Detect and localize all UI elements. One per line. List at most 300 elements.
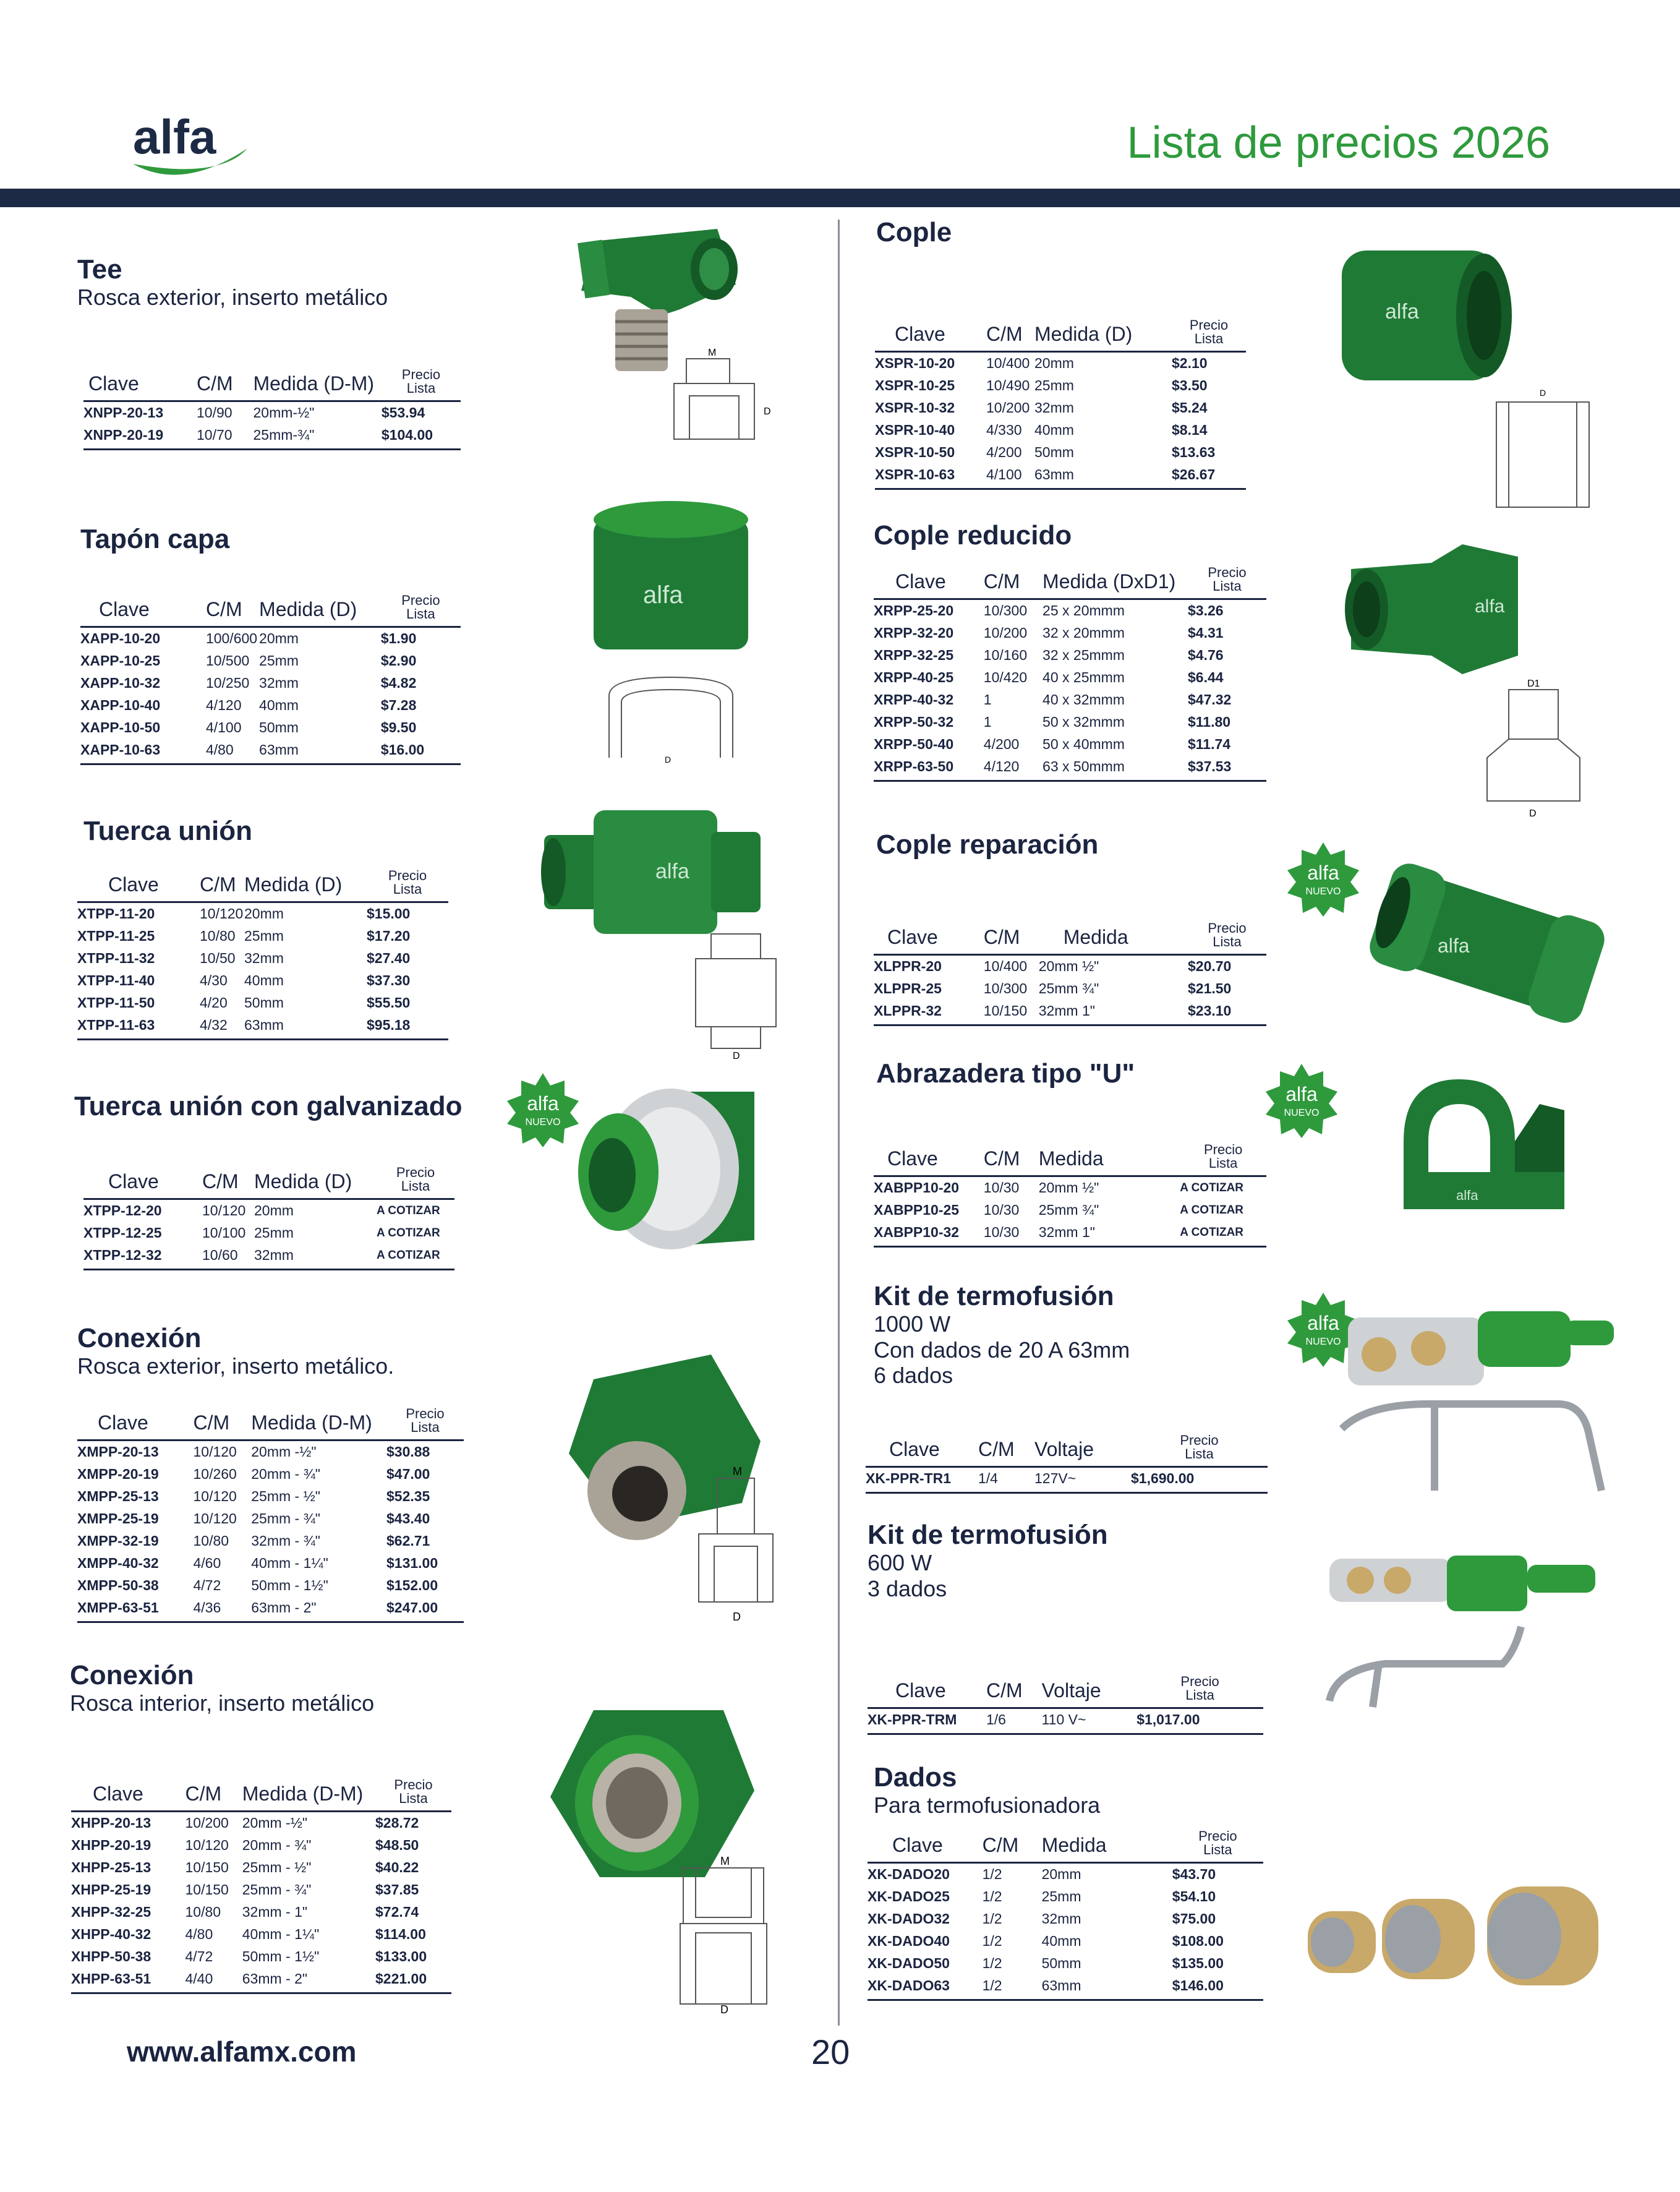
section-title: Tee	[77, 254, 122, 285]
table-row	[866, 1467, 1268, 1493]
section-title: Tapón capa	[80, 524, 230, 554]
cell-medida: 32mm	[1041, 1911, 1081, 1927]
th-medida: Medida	[1039, 1143, 1180, 1176]
cell-clave: XHPP-25-13	[71, 1859, 151, 1875]
cell-clave: XMPP-50-38	[77, 1577, 159, 1593]
section-title: Kit de termofusión	[868, 1520, 1108, 1550]
table-row	[83, 1222, 454, 1244]
price-table-kit-600w	[868, 1675, 1263, 1735]
cell-medida: 32mm	[254, 1244, 377, 1270]
svg-text:NUEVO: NUEVO	[525, 1117, 561, 1128]
cell-medida: 20mm	[1041, 1866, 1081, 1882]
cell-cm: 4/330	[986, 422, 1022, 438]
cell-medida: 32mm	[1034, 400, 1074, 416]
cell-precio: $11.80	[1187, 714, 1231, 730]
cell-clave: XRPP-50-32	[874, 714, 954, 730]
header-bar	[0, 189, 1680, 207]
th-medida: Medida (D)	[244, 869, 367, 902]
th-clave: Clave	[83, 368, 197, 401]
table-row	[874, 955, 1266, 978]
cell-medida: 40 x 25mmm	[1043, 669, 1125, 685]
svg-text:NUEVO: NUEVO	[1305, 1337, 1341, 1347]
section-conexion-exterior	[77, 1324, 394, 1379]
cell-cm: 10/490	[986, 377, 1030, 393]
table-row	[868, 1863, 1263, 1886]
table-row	[77, 1575, 464, 1597]
cell-clave: XSPR-10-40	[875, 422, 955, 438]
table-row	[874, 689, 1266, 711]
table-row	[874, 622, 1266, 644]
th-clave: Clave	[83, 1166, 202, 1199]
table-body	[71, 1812, 451, 1993]
cell-cm: 4/100	[205, 719, 242, 735]
th-cm: C/M	[984, 922, 1039, 955]
cell-medida: 63mm - 2"	[242, 1968, 375, 1993]
cell-precio: $40.22	[375, 1859, 419, 1875]
cell-medida: 50mm	[1041, 1955, 1081, 1971]
th-cm: C/M	[984, 566, 1043, 599]
cell-precio: $8.14	[1172, 422, 1208, 438]
cell-cm: 4/80	[206, 739, 259, 764]
table-row	[77, 1486, 464, 1508]
cell-precio: $1,690.00	[1131, 1467, 1268, 1493]
cell-precio: $75.00	[1172, 1911, 1216, 1927]
cell-precio: $135.00	[1172, 1955, 1224, 1971]
table-row	[875, 419, 1246, 442]
svg-text:alfa: alfa	[1307, 1312, 1339, 1334]
table-row	[77, 1552, 464, 1575]
cell-medida: 40mm	[244, 972, 284, 988]
svg-text:alfa: alfa	[1307, 862, 1339, 884]
table-body	[83, 1199, 454, 1270]
cell-precio: A COTIZAR	[377, 1226, 440, 1239]
section-kit-1000w	[874, 1282, 1130, 1389]
table-row	[80, 627, 461, 651]
svg-text:D: D	[1540, 388, 1546, 398]
cell-cm: 10/150	[185, 1859, 229, 1875]
th-cm: C/M	[986, 1675, 1042, 1708]
section-title: Tuerca unión con galvanizado	[74, 1091, 463, 1121]
table-row	[71, 1968, 451, 1993]
svg-text:alfa: alfa	[1475, 596, 1505, 617]
tee-diagram	[668, 346, 779, 470]
table-body	[874, 599, 1266, 781]
section-cople-reparacion	[876, 830, 1098, 860]
cell-precio: $95.18	[367, 1014, 448, 1040]
cell-precio: $20.70	[1187, 958, 1232, 974]
th-cm: C/M	[978, 1434, 1034, 1467]
cell-medida: 20mm-½"	[253, 405, 315, 421]
th-clave: Clave	[868, 1830, 983, 1863]
cell-cm: 4/40	[185, 1968, 242, 1993]
cell-clave: XABPP10-32	[874, 1222, 984, 1247]
cell-clave: XMPP-20-13	[77, 1444, 159, 1460]
cell-medida: 50mm - 1½"	[251, 1577, 328, 1593]
cell-clave: XAPP-10-50	[80, 719, 161, 735]
cell-cm: 1/2	[982, 1955, 1002, 1971]
tuerca-union-diagram	[689, 928, 782, 1061]
price-table-conexion-interior	[71, 1778, 451, 1994]
section-title: Cople reparación	[876, 829, 1099, 860]
cell-precio: $27.40	[367, 950, 411, 966]
table-row	[874, 756, 1266, 781]
table-row	[874, 711, 1266, 734]
cell-medida: 32mm	[244, 950, 284, 966]
section-title: Kit de termofusión	[874, 1281, 1114, 1311]
cell-precio: $4.31	[1187, 625, 1224, 641]
table-row	[77, 902, 448, 926]
th-clave: Clave	[77, 1407, 194, 1441]
cell-medida: 20mm -½"	[251, 1444, 317, 1460]
th-medida: Medida (DxD1)	[1043, 566, 1188, 599]
logo-text: alfa	[133, 109, 216, 164]
section-title: Abrazadera tipo "U"	[876, 1058, 1135, 1089]
cell-precio: $9.50	[380, 719, 417, 735]
cell-clave: XK-DADO40	[868, 1933, 950, 1949]
table-row	[874, 1199, 1266, 1222]
th-clave: Clave	[874, 922, 984, 955]
section-kit-600w	[868, 1520, 1108, 1601]
document-title: Lista de precios 2026	[1127, 118, 1550, 168]
cell-clave: XHPP-25-19	[71, 1882, 151, 1898]
cell-clave: XLPPR-32	[874, 1000, 984, 1025]
cell-clave: XRPP-40-25	[874, 669, 954, 685]
cell-cm: 4/120	[984, 756, 1043, 781]
section-title: Cople	[876, 217, 952, 247]
th-precio: Precio Lista	[386, 1407, 464, 1441]
cople-reducido-product-image	[1339, 538, 1524, 680]
table-row	[874, 644, 1266, 667]
cell-clave: XSPR-10-25	[875, 377, 955, 393]
table-row	[80, 717, 461, 739]
table-row	[71, 1835, 451, 1857]
price-table-cople-reducido	[874, 566, 1266, 782]
cell-medida: 25 x 20mmm	[1043, 602, 1125, 619]
cell-precio: $13.63	[1172, 444, 1216, 460]
table-row	[874, 1000, 1266, 1025]
cell-medida: 25mm	[244, 928, 284, 944]
cell-clave: XABPP10-25	[874, 1202, 960, 1218]
table-row	[77, 970, 448, 992]
th-clave: Clave	[868, 1675, 986, 1708]
svg-text:alfa: alfa	[1456, 1188, 1478, 1203]
table-row	[71, 1879, 451, 1901]
th-precio: Precio Lista	[1136, 1675, 1263, 1708]
svg-text:alfa: alfa	[655, 860, 689, 883]
cell-precio: $4.76	[1187, 647, 1224, 663]
cell-cm: 10/150	[185, 1882, 229, 1898]
cell-cm: 10/30	[984, 1222, 1039, 1247]
table-row	[868, 1975, 1263, 2000]
cell-cm: 10/260	[193, 1466, 237, 1482]
cell-cm: 10/250	[205, 675, 250, 691]
cell-medida: 20mm	[244, 905, 284, 922]
cell-cm: 10/160	[983, 647, 1028, 663]
cell-clave: XK-DADO20	[868, 1866, 950, 1882]
svg-text:D: D	[665, 755, 672, 764]
cople-reducido-diagram	[1475, 677, 1592, 820]
cell-cm: 10/120	[193, 1444, 237, 1460]
table-row	[874, 599, 1266, 623]
table-row	[77, 1530, 464, 1552]
cell-medida: 127V~	[1034, 1467, 1131, 1493]
section-tapon-capa	[80, 524, 229, 554]
nuevo-badge	[1264, 1064, 1339, 1138]
cell-precio: A COTIZAR	[1180, 1181, 1244, 1194]
cell-precio: A COTIZAR	[377, 1204, 440, 1217]
section-line: 6 dados	[874, 1363, 953, 1389]
table-row	[77, 1508, 464, 1530]
cell-medida: 50 x 40mmm	[1043, 736, 1125, 752]
table-body	[80, 627, 461, 764]
th-precio: Precio Lista	[1172, 319, 1246, 352]
cell-clave: XAPP-10-20	[80, 630, 161, 646]
th-medida: Medida (D)	[259, 594, 381, 627]
cell-precio: $4.82	[380, 675, 417, 691]
cell-clave: XTPP-12-20	[83, 1202, 162, 1218]
cell-cm: 1/2	[983, 1975, 1042, 2000]
tuerca-union-product-image	[538, 798, 767, 940]
th-clave: Clave	[77, 869, 200, 902]
cell-clave: XRPP-32-20	[874, 625, 954, 641]
th-medida: Medida	[1042, 1830, 1172, 1863]
cell-precio: $3.50	[1172, 377, 1208, 393]
cell-cm: 1	[983, 714, 992, 730]
cell-medida: 20mm - ¾"	[242, 1837, 312, 1853]
section-subtitle: Rosca exterior, inserto metálico	[77, 285, 388, 310]
cell-medida: 50 x 32mmm	[1043, 714, 1125, 730]
cell-cm: 10/120	[202, 1202, 246, 1218]
cell-precio: $37.30	[367, 972, 411, 988]
cell-cm: 4/120	[205, 697, 242, 713]
cell-cm: 10/300	[983, 980, 1028, 996]
section-subtitle: Rosca interior, inserto metálico	[70, 1690, 375, 1716]
table-row	[874, 667, 1266, 689]
cell-medida: 40 x 32mmm	[1043, 691, 1125, 708]
cell-clave: XSPR-10-50	[875, 444, 955, 460]
table-row	[868, 1908, 1263, 1930]
cell-clave: XRPP-50-40	[874, 736, 954, 752]
cell-precio: $53.94	[381, 405, 425, 421]
cell-precio: $152.00	[386, 1577, 438, 1593]
cell-precio: $133.00	[375, 1948, 427, 1964]
table-row	[868, 1930, 1263, 1953]
cell-precio: $3.26	[1187, 602, 1224, 619]
section-cople	[876, 218, 952, 247]
table-body	[866, 1467, 1268, 1493]
cell-precio: $62.71	[386, 1533, 430, 1549]
th-medida: Medida (D-M)	[251, 1407, 386, 1441]
cell-precio: $21.50	[1187, 980, 1232, 996]
cell-precio: $15.00	[367, 905, 411, 922]
cell-cm: 4/20	[200, 995, 228, 1011]
cell-clave: XK-DADO25	[868, 1888, 950, 1904]
cell-clave: XMPP-32-19	[77, 1533, 159, 1549]
th-cm: C/M	[983, 1830, 1042, 1863]
tuerca-galvanizado-product-image	[569, 1079, 761, 1262]
table-row	[868, 1886, 1263, 1908]
abrazadera-product-image	[1391, 1067, 1571, 1222]
cell-precio: $72.74	[375, 1904, 419, 1920]
cell-clave: XK-DADO50	[868, 1955, 950, 1971]
cell-medida: 32mm	[259, 675, 299, 691]
cell-clave: XMPP-20-19	[77, 1466, 159, 1482]
cell-precio: $16.00	[381, 739, 461, 764]
section-cople-reducido	[874, 521, 1072, 550]
section-conexion-interior	[70, 1661, 374, 1716]
cell-medida: 40mm	[1034, 422, 1074, 438]
cell-medida: 32 x 25mmm	[1043, 647, 1125, 663]
cell-clave: XHPP-50-38	[71, 1948, 151, 1964]
cell-medida: 63 x 50mmm	[1043, 756, 1188, 781]
cell-cm: 1	[983, 691, 992, 708]
cell-medida: 50mm	[244, 995, 284, 1011]
cell-medida: 50mm	[1034, 444, 1074, 460]
cell-cm: 10/120	[193, 1510, 237, 1526]
th-clave: Clave	[866, 1434, 978, 1467]
cell-clave: XRPP-32-25	[874, 647, 954, 663]
cell-medida: 63mm	[1034, 464, 1172, 489]
cell-precio: $23.10	[1188, 1000, 1266, 1025]
th-precio: Precio Lista	[375, 1778, 451, 1812]
cell-precio: A COTIZAR	[1180, 1203, 1244, 1217]
cell-clave: XK-DADO32	[868, 1911, 950, 1927]
cell-precio: $7.28	[380, 697, 417, 713]
cell-precio: $247.00	[386, 1597, 464, 1622]
th-cm: C/M	[185, 1778, 242, 1812]
table-body	[874, 955, 1266, 1025]
svg-text:alfa: alfa	[1286, 1083, 1318, 1105]
cell-medida: 20mm	[254, 1202, 294, 1218]
table-body	[77, 902, 448, 1040]
cell-cm: 10/80	[185, 1904, 221, 1920]
th-voltaje: Voltaje	[1042, 1675, 1137, 1708]
table-row	[80, 650, 461, 672]
price-table-cople	[875, 319, 1246, 490]
th-precio: Precio Lista	[382, 368, 461, 401]
table-row	[875, 442, 1246, 464]
cell-cm: 10/60	[202, 1244, 254, 1270]
cell-medida: 40mm - 1¼"	[242, 1926, 320, 1942]
tapon-diagram	[603, 671, 739, 764]
cell-clave: XLPPR-20	[874, 958, 942, 974]
th-medida: Medida (D)	[1034, 319, 1172, 352]
cell-cm: 10/50	[200, 950, 236, 966]
price-table-abrazadera	[874, 1143, 1266, 1248]
cell-cm: 10/70	[197, 424, 254, 450]
cell-precio: $17.20	[367, 928, 411, 944]
table-row	[875, 375, 1246, 397]
table-row	[875, 464, 1246, 489]
cell-medida: 63mm	[259, 739, 381, 764]
footer-url[interactable]: www.alfamx.com	[127, 2036, 357, 2068]
th-precio: Precio Lista	[1188, 922, 1266, 955]
cell-clave: XNPP-20-19	[83, 424, 197, 450]
cell-medida: 50mm	[259, 719, 299, 735]
th-cm: C/M	[197, 368, 254, 401]
section-tuerca-union	[83, 816, 252, 846]
svg-text:alfa: alfa	[527, 1092, 559, 1115]
cell-clave: XTPP-11-50	[77, 995, 155, 1011]
cell-cm: 1/2	[982, 1911, 1002, 1927]
table-row	[77, 1597, 464, 1622]
cell-cm: 10/400	[986, 355, 1030, 371]
cell-medida: 20mm	[259, 630, 299, 646]
cell-precio: $2.90	[380, 653, 417, 669]
cell-cm: 1/2	[982, 1866, 1002, 1882]
cell-medida: 63mm - 2"	[251, 1597, 386, 1622]
cell-precio: $30.88	[386, 1444, 430, 1460]
cell-medida: 25mm	[1041, 1888, 1081, 1904]
table-row	[83, 424, 461, 450]
cell-medida: 63mm	[1042, 1975, 1172, 2000]
cell-precio: $6.44	[1187, 669, 1224, 685]
cell-precio: $43.70	[1172, 1866, 1216, 1882]
section-title: Cople reducido	[874, 520, 1072, 550]
cell-medida: 63mm	[244, 1014, 367, 1040]
cell-precio: $146.00	[1172, 1975, 1263, 2000]
price-table-conexion-exterior	[77, 1407, 464, 1623]
cell-cm: 10/80	[193, 1533, 229, 1549]
cell-medida: 32mm - ¾"	[251, 1533, 320, 1549]
cell-precio: $114.00	[375, 1926, 426, 1942]
table-row	[77, 1014, 448, 1040]
cell-clave: XAPP-10-63	[80, 739, 206, 764]
svg-text:M: M	[708, 348, 717, 358]
cell-precio: $47.32	[1187, 691, 1232, 708]
table-row	[874, 978, 1266, 1000]
svg-text:NUEVO: NUEVO	[1305, 886, 1341, 897]
cell-cm: 10/400	[983, 958, 1028, 974]
svg-text:D: D	[1529, 808, 1537, 819]
cell-clave: XTPP-11-20	[77, 905, 155, 922]
svg-text:D: D	[720, 2003, 728, 2016]
cell-clave: XAPP-10-40	[80, 697, 161, 713]
th-medida: Medida (D)	[254, 1166, 377, 1199]
cell-cm: 10/150	[984, 1000, 1039, 1025]
cell-precio: $47.00	[386, 1466, 430, 1482]
cell-clave: XHPP-40-32	[71, 1926, 151, 1942]
tapon-product-image	[587, 495, 754, 662]
table-body	[868, 1863, 1263, 2000]
cell-clave: XMPP-25-19	[77, 1510, 159, 1526]
table-body	[77, 1441, 464, 1622]
table-row	[77, 1441, 464, 1464]
cell-medida: 25mm	[1034, 377, 1074, 393]
th-medida: Medida (D-M)	[242, 1778, 375, 1812]
cell-clave: XK-PPR-TRM	[868, 1708, 986, 1734]
table-body	[874, 1176, 1266, 1247]
kit-1000w-product-image	[1329, 1287, 1620, 1497]
price-table-tee	[83, 368, 461, 450]
th-cm: C/M	[200, 869, 244, 902]
cell-cm: 10/30	[983, 1202, 1020, 1218]
table-row	[874, 1176, 1266, 1200]
cell-medida: 25mm ¾"	[1038, 980, 1099, 996]
cell-medida: 40mm - 1¼"	[251, 1555, 328, 1571]
th-precio: Precio Lista	[1188, 566, 1266, 599]
cell-medida: 25mm - ¾"	[251, 1510, 320, 1526]
cell-medida: 40mm	[259, 697, 299, 713]
cell-clave: XHPP-20-19	[71, 1837, 151, 1853]
price-table-kit-1000w	[866, 1434, 1268, 1494]
price-table-dados	[868, 1830, 1263, 2001]
th-clave: Clave	[875, 319, 986, 352]
th-precio: Precio Lista	[367, 869, 448, 902]
cell-precio: $54.10	[1172, 1888, 1216, 1904]
cople-product-image	[1329, 238, 1515, 393]
th-cm: C/M	[202, 1166, 254, 1199]
